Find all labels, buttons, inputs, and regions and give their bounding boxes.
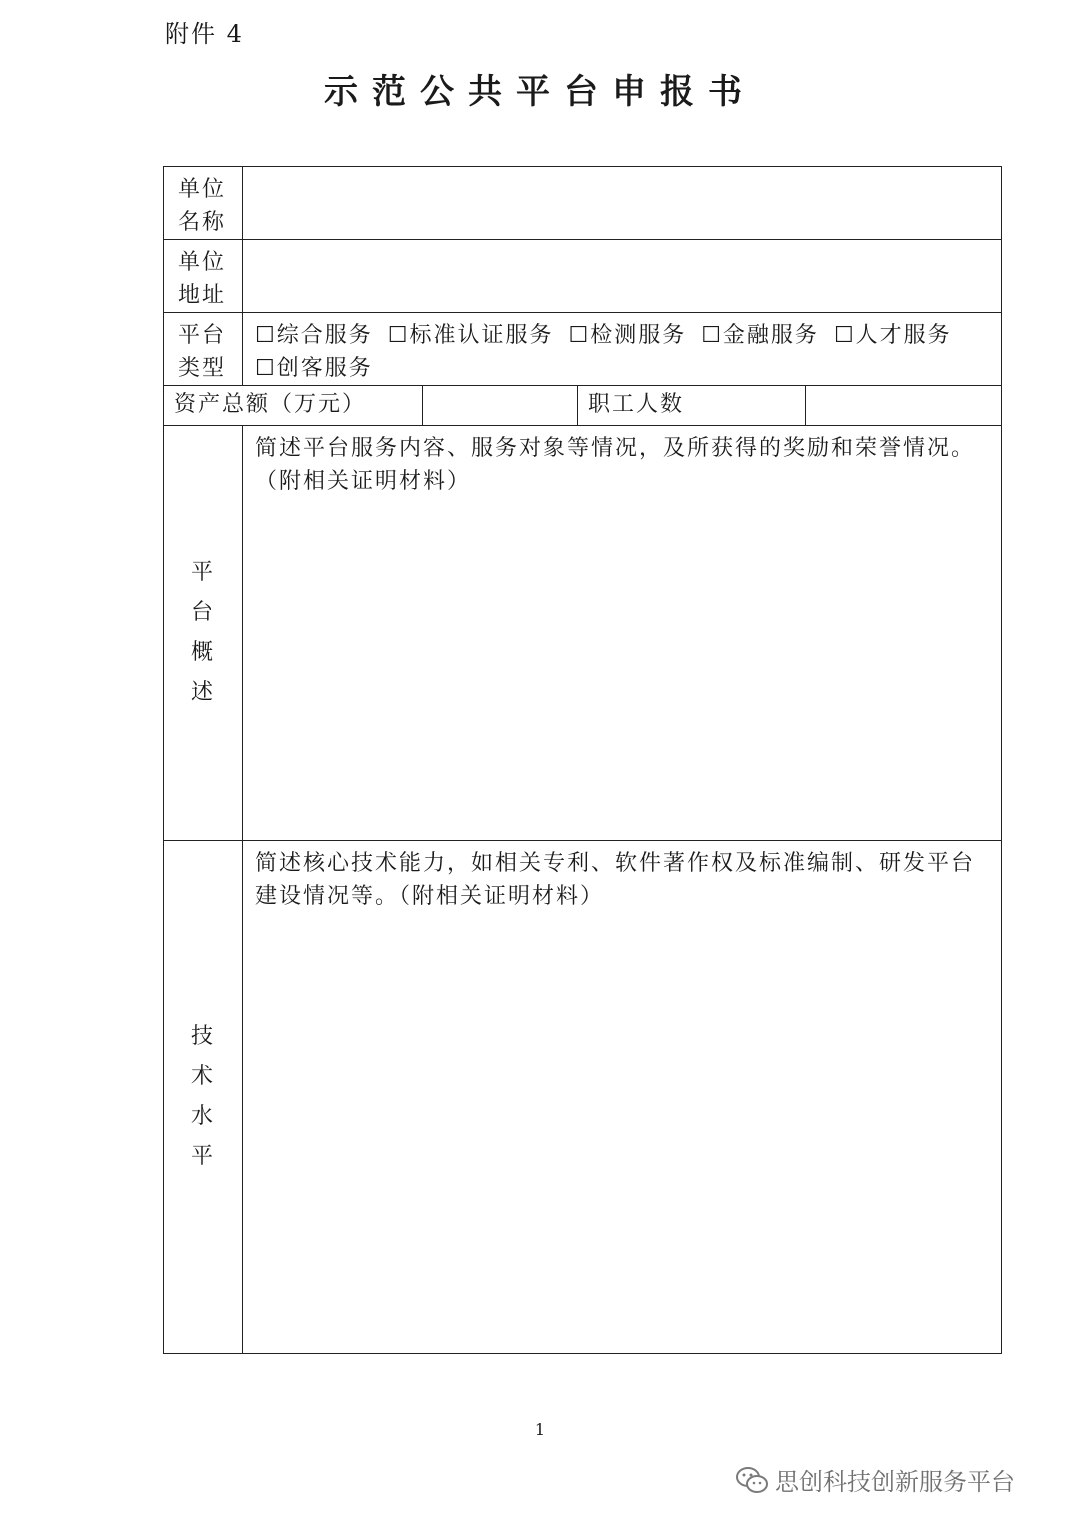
technical-level-label <box>164 841 243 1354</box>
staff-count-label: 职工人数 <box>578 386 806 426</box>
staff-count-field[interactable] <box>806 386 1002 426</box>
checkbox-financial-service[interactable]: ☐金融服务 <box>701 323 819 348</box>
application-form-table <box>163 166 1002 1354</box>
unit-name-label-line1: 单位 <box>178 177 227 202</box>
overview-label-char1: 平 <box>190 560 215 585</box>
page-number: 1 <box>534 1420 546 1439</box>
unit-address-field[interactable] <box>243 240 1002 313</box>
overview-label-char2: 台 <box>190 600 215 625</box>
watermark-text: 思创科技创新服务平台 <box>775 1468 1015 1496</box>
tech-label-char1: 技 <box>190 1024 215 1049</box>
total-assets-field[interactable] <box>423 386 578 426</box>
overview-label-char3: 概 <box>190 640 215 665</box>
row-unit-name <box>164 167 1002 240</box>
overview-label-char4: 述 <box>190 680 215 705</box>
row-assets-staff <box>164 386 1002 426</box>
tech-label-char2: 术 <box>190 1064 215 1089</box>
technical-level-hint: 简述核心技术能力，如相关专利、软件著作权及标准编制、研发平台建设情况等。（附相关证明材料） <box>255 851 976 909</box>
attachment-label: 附件 4 <box>165 20 244 48</box>
row-technical-level <box>164 841 1002 1354</box>
platform-type-label <box>164 313 243 386</box>
checkbox-talent-service[interactable]: ☐人才服务 <box>833 323 952 348</box>
row-unit-address <box>164 240 1002 313</box>
tech-label-char3: 水 <box>190 1104 215 1129</box>
tech-label-char4: 平 <box>190 1144 215 1169</box>
wechat-icon <box>735 1466 769 1494</box>
technical-level-field[interactable] <box>243 841 1002 1354</box>
unit-address-label-line2: 地址 <box>178 283 227 308</box>
checkbox-standard-certification-service[interactable]: ☐标准认证服务 <box>387 323 554 348</box>
platform-overview-field[interactable] <box>243 426 1002 841</box>
document-title: 示范公共平台申报书 <box>324 72 756 112</box>
checkbox-comprehensive-service[interactable]: ☐综合服务 <box>255 323 373 348</box>
row-platform-overview <box>164 426 1002 841</box>
platform-overview-hint: 简述平台服务内容、服务对象等情况，及所获得的奖励和荣誉情况。（附相关证明材料） <box>255 436 976 494</box>
unit-address-label <box>164 240 243 313</box>
checkbox-maker-service[interactable]: ☐创客服务 <box>255 356 373 381</box>
unit-name-label <box>164 167 243 240</box>
unit-name-label-line2: 名称 <box>178 210 227 235</box>
platform-overview-label <box>164 426 243 841</box>
row-platform-type <box>164 313 1002 386</box>
platform-type-label-line2: 类型 <box>178 356 227 381</box>
platform-type-options <box>243 313 1002 386</box>
platform-type-label-line1: 平台 <box>178 323 227 348</box>
checkbox-testing-service[interactable]: ☐检测服务 <box>568 323 687 348</box>
unit-name-field[interactable] <box>243 167 1002 240</box>
unit-address-label-line1: 单位 <box>178 250 227 275</box>
wechat-watermark <box>735 1462 1015 1497</box>
total-assets-label: 资产总额（万元） <box>164 386 423 426</box>
